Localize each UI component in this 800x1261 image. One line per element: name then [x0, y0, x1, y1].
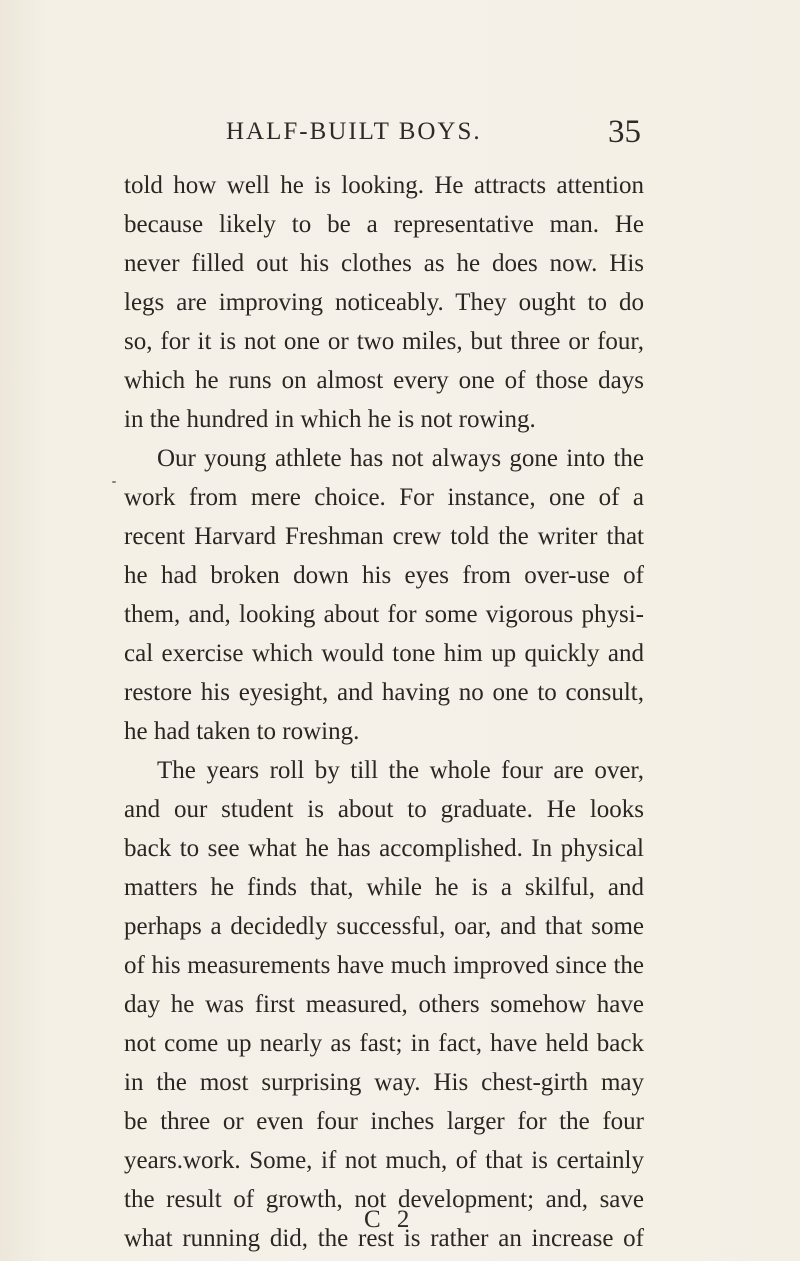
text-line: perhaps a decidedly successful, oar, and that some — [124, 913, 644, 940]
text-line: he had broken down his eyes from over-use of — [124, 562, 644, 589]
text-line: of his measurements have much improved since the — [124, 952, 644, 979]
text-line: he had taken to rowing. — [124, 718, 360, 745]
text-line: and our student is about to graduate. He looks — [124, 796, 644, 823]
text-line: years.work. Some, if not much, of that is certainly — [124, 1147, 644, 1174]
text-line: never filled out his clothes as he does now. His — [124, 250, 644, 277]
text-line: back to see what he has accomplished. In physical — [124, 835, 644, 862]
text-line: because likely to be a representative man. He — [124, 211, 644, 238]
text-line: be three or even four inches larger for the four — [124, 1108, 644, 1135]
paragraph-start-line: The years roll by till the whole four are over, — [157, 757, 644, 784]
text-line: day he was first measured, others somehow have — [124, 991, 644, 1018]
signature-mark: C 2 — [364, 1206, 415, 1233]
page-number: 35 — [608, 114, 641, 150]
text-line: work from mere choice. For instance, one of a — [124, 484, 644, 511]
text-line: which he runs on almost every one of those days — [124, 367, 644, 394]
text-line: legs are improving noticeably. They ought to do — [124, 289, 644, 316]
body-text — [124, 166, 644, 1258]
text-line: matters he finds that, while he is a skilful, and — [124, 874, 644, 901]
text-line: the result of growth, not development; and, save — [124, 1186, 644, 1213]
text-line: told how well he is looking. He attracts attention — [124, 172, 644, 199]
text-line: in the most surprising way. His chest-girth may — [124, 1069, 644, 1096]
text-line: restore his eyesight, and having no one to consult, — [124, 679, 644, 706]
text-line: what running did, the rest is rather an increase of — [124, 1225, 644, 1252]
text-line: recent Harvard Freshman crew told the writer that — [124, 523, 644, 550]
text-line: in the hundred in which he is not rowing. — [124, 406, 536, 433]
text-line: not come up nearly as fast; in fact, have held back — [124, 1030, 644, 1057]
text-line: them, and, looking about for some vigorous physi- — [124, 601, 644, 628]
text-line: so, for it is not one or two miles, but three or four, — [124, 328, 644, 355]
paper-speck — [112, 481, 116, 483]
paragraph-start-line: Our young athlete has not always gone into the — [157, 445, 644, 472]
text-line: cal exercise which would tone him up quickly and — [124, 640, 644, 667]
running-head — [0, 114, 800, 158]
running-title: HALF-BUILT BOYS. — [226, 118, 482, 145]
